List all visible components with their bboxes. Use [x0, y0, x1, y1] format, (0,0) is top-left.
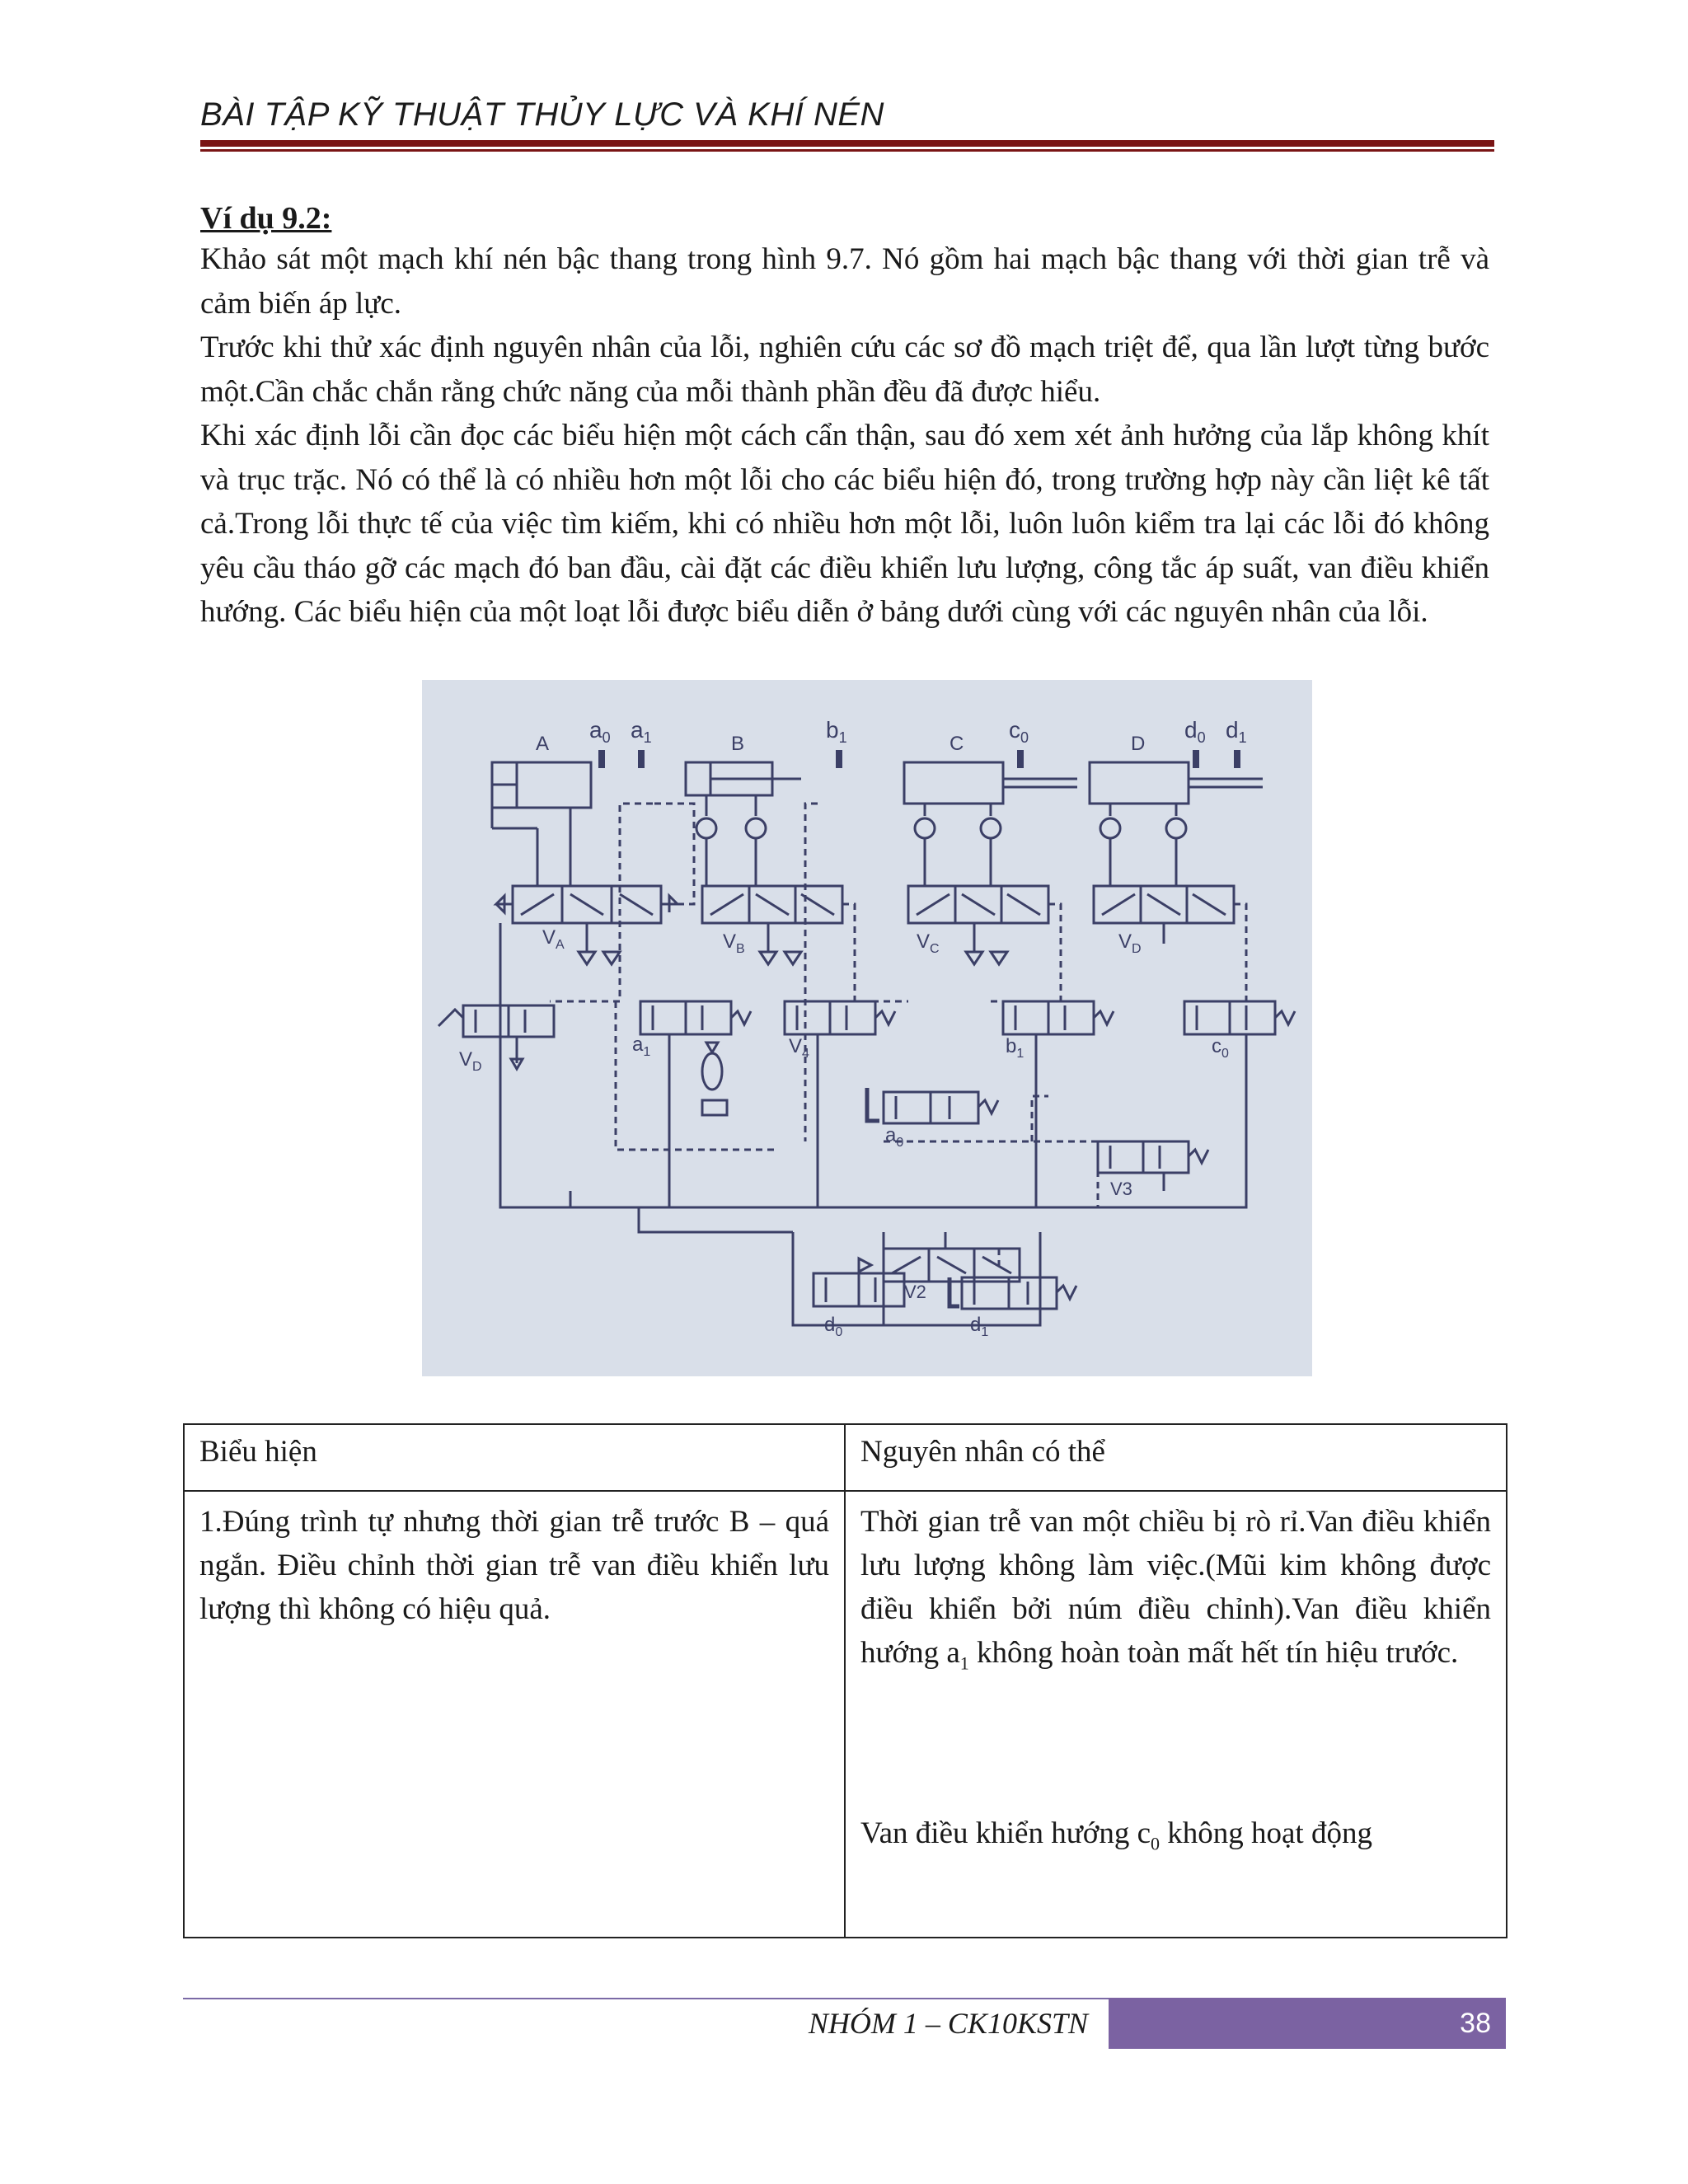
body-text: [200, 237, 1489, 635]
label-cylinder-a: A: [536, 733, 550, 755]
footer-group-label: NHÓM 1 – CK10KSTN: [808, 2007, 1088, 2040]
valve-vd: [1094, 886, 1234, 944]
cylinder-b: [686, 762, 801, 886]
paragraph-3: Khi xác định lỗi cần đọc các biểu hiện một cách cẩn thận, sau đó xem xét ảnh hưởng của lắp không khít và trục trặc. Nó có thể là có nhiều hơn một lỗi cho các biểu hiện đó, trong trường hợp này cần liệt kê tất cả.Trong lỗi thực tế của việc tìm kiếm, khi có nhiều hơn một lỗi, luôn luôn kiểm tra lại các lỗi đó không yêu cầu tháo gỡ các mạch đó ban đầu, cài đặt các điều khiển lưu lượng, công tắc áp suất, van điều khiển hướng. Các biểu hiện của một loạt lỗi được biểu diễn ở bảng dưới cùng với các nguyên nhân của lỗi.: [200, 419, 1489, 629]
cause-text-2: Van điều khiển hướng $c_0$ không hoạt động: [860, 1816, 1372, 1854]
sensor-a1: [638, 750, 645, 768]
label-a1-valve: $a_1$: [632, 1033, 651, 1059]
label-a0-valve: $a_0$: [885, 1124, 904, 1150]
table-header-row: [184, 1424, 1507, 1491]
label-c0-valve: $c_0$: [1212, 1035, 1229, 1061]
symptom-cell: 1.Đúng trình tự nhưng thời gian trễ trước B – quá ngắn. Điều chỉnh thời gian trễ van điều khiển lưu lượng thì không có hiệu quả.: [184, 1491, 845, 1938]
header-symptom: Biểu hiện: [184, 1424, 845, 1491]
label-b1: $b_1$: [826, 717, 847, 746]
pressure-sensor: [702, 1053, 727, 1115]
valve-va: [496, 886, 678, 964]
label-c0: $c_0$: [1009, 717, 1029, 746]
label-b1-valve: $b_1$: [1006, 1035, 1025, 1061]
header-rule: [200, 140, 1494, 147]
label-cylinder-d: D: [1131, 733, 1146, 755]
paragraph-2: Trước khi thử xác định nguyên nhân của lỗi, nghiên cứu các sơ đồ mạch triệt để, qua lần lượt từng bước một.Cần chắc chắn rằng chức năng của mỗi thành phần đều đã được hiểu.: [200, 330, 1489, 409]
label-v3: V3: [1110, 1179, 1132, 1199]
cylinder-a: [492, 762, 591, 886]
label-a0: $a_0$: [589, 717, 611, 746]
label-v2: V2: [904, 1282, 926, 1302]
label-a1: $a_1$: [631, 717, 652, 746]
header-rule-thin: [200, 149, 1494, 152]
label-cylinder-c: C: [950, 733, 964, 755]
signal-valve-c0: [1184, 1001, 1295, 1174]
signal-valve-vd-left: [438, 1005, 554, 1069]
label-vc: $V_C$: [917, 930, 940, 956]
sensor-d0: [1193, 750, 1199, 768]
cause-cell: [845, 1491, 1507, 1938]
signal-valve-v4: [785, 1001, 895, 1174]
page-header-title: BÀI TẬP KỸ THUẬT THỦY LỰC VÀ KHÍ NÉN: [200, 96, 884, 133]
signal-valve-a0: [867, 1088, 998, 1123]
sensor-a0: [598, 750, 605, 768]
header-cause: Nguyên nhân có thể: [845, 1424, 1507, 1491]
circuit-diagram: [422, 680, 1312, 1376]
sensor-b1: [836, 750, 842, 768]
symptom-cause-table: [183, 1423, 1507, 1938]
cylinder-d: [1090, 762, 1263, 886]
label-vd: $V_D$: [1118, 930, 1142, 956]
sensor-c0: [1017, 750, 1024, 768]
label-d1-valve: $d_1$: [970, 1314, 989, 1339]
example-title: Ví dụ 9.2:: [200, 201, 332, 236]
label-v4: $V_4$: [789, 1035, 809, 1061]
label-va: $V_A$: [542, 926, 565, 952]
label-d0-valve: $d_0$: [824, 1314, 843, 1339]
page-number: 38: [1109, 1998, 1506, 2049]
table-row: [184, 1491, 1507, 1938]
cause-text: Thời gian trễ van một chiều bị rò rỉ.Van điều khiển lưu lượng không làm việc.(Mũi kim không được điều khiển bởi núm điều chỉnh).Van điều khiển hướng $a_1$ không hoàn toàn mất hết tín hiệu trước.: [860, 1505, 1491, 1674]
label-vd-left: $V_D$: [459, 1048, 482, 1074]
label-vb: $V_B$: [723, 930, 745, 956]
cylinder-c: [904, 762, 1077, 886]
pneumatic-circuit-figure: [422, 680, 1312, 1376]
label-cylinder-b: B: [731, 733, 745, 755]
label-d0: $d_0$: [1184, 717, 1206, 746]
label-d1: $d_1$: [1226, 717, 1247, 746]
paragraph-1: Khảo sát một mạch khí nén bậc thang trong hình 9.7. Nó gồm hai mạch bậc thang với thời gian trễ và cảm biến áp lực.: [200, 242, 1489, 321]
sensor-d1: [1234, 750, 1240, 768]
